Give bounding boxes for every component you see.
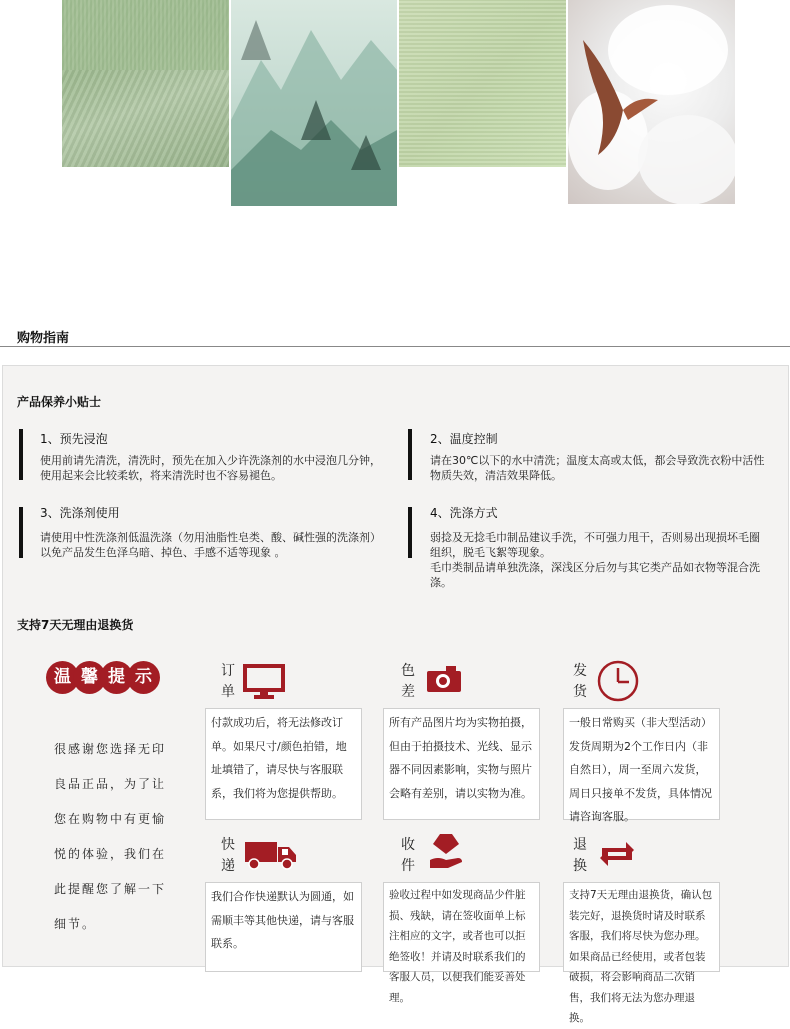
tip-marker xyxy=(19,429,23,480)
tip-body-extra: 毛巾类制品请单独洗涤，深浅区分后勿与其它类产品如衣物等混合洗涤。 xyxy=(430,561,760,589)
intro-line: 此提醒您了解一下 xyxy=(54,882,167,896)
warm-tips-char: 提 xyxy=(100,661,133,694)
intro-line: 细节。 xyxy=(54,917,97,931)
towel-texture-image-lightgreen xyxy=(399,0,566,167)
tip-body: 请在30℃以下的水中清洗；温度太高或太低，都会导致洗衣粉中活性物质失效，清洁效果降低。 xyxy=(430,454,765,482)
clock-icon xyxy=(597,660,639,706)
warm-tips-logo xyxy=(46,661,158,694)
tip-heading: 4、洗涤方式 xyxy=(430,506,498,520)
truck-icon xyxy=(245,840,297,874)
intro-line: 良品正品，为了让 xyxy=(54,777,167,791)
intro-line: 悦的体验，我们在 xyxy=(54,847,167,861)
tip-body: 弱捻及无捻毛巾制品建议手洗，不可强力甩干，否则易出现损坏毛圈组织，脱毛飞絮等现象。 xyxy=(430,531,760,559)
returns-title: 支持7天无理由退换货 xyxy=(17,618,134,632)
tip-heading: 3、洗涤剂使用 xyxy=(40,506,120,520)
shipping-info-box: 一般日常购买（非大型活动）发货周期为2个工作日内（非自然日），周一至周六发货，周日只接单不发货，具体情况请咨询客服。 xyxy=(563,708,720,820)
order-label: 订 单 xyxy=(221,663,235,700)
exchange-label: 退 换 xyxy=(573,837,587,874)
warm-tips-char: 馨 xyxy=(73,661,106,694)
receive-info-box: 验收过程中如发现商品少件脏损、残缺，请在签收面单上标注相应的文字，或者也可以拒绝签收！并请及时联系我们的客服人员，以便我们能妥善处理。 xyxy=(383,882,540,972)
section-title: 购物指南 xyxy=(17,331,70,346)
hand-box-icon xyxy=(428,832,466,876)
camera-icon xyxy=(426,665,462,697)
care-tips-title: 产品保养小贴士 xyxy=(17,395,102,409)
receive-label: 收 件 xyxy=(401,837,415,874)
color-diff-info-box: 所有产品图片均为实物拍摄，但由于拍摄技术、光线、显示器不同因素影响，实物与照片会略有差别，请以实物为准。 xyxy=(383,708,540,820)
shipping-label: 发 货 xyxy=(573,663,587,700)
monitor-icon xyxy=(243,664,285,704)
tip-marker xyxy=(19,507,23,558)
tip-marker xyxy=(408,429,412,480)
intro-text xyxy=(54,732,174,942)
tip-heading: 2、温度控制 xyxy=(430,432,498,446)
cotton-boll-image xyxy=(568,0,735,204)
landscape-painting-image xyxy=(231,0,397,206)
section-divider xyxy=(0,346,790,347)
intro-line: 您在购物中有更愉 xyxy=(54,812,167,826)
tip-body: 使用前请先清洗，清洗时，预先在加入少许洗涤剂的水中浸泡几分钟，使用起来会比较柔软，将来清洗时也不容易褪色。 xyxy=(40,454,381,482)
exchange-info-box: 支持7天无理由退换货，确认包装完好，退换货时请及时联系客服，我们将尽快为您办理。如果商品已经使用，或者包装破损，将会影响商品二次销售，我们将无法为您办理退换。 xyxy=(563,882,720,972)
intro-line: 很感谢您选择无印 xyxy=(54,742,167,756)
express-info-box: 我们合作快递默认为圆通，如需顺丰等其他快递，请与客服联系。 xyxy=(205,882,362,972)
tip-heading: 1、预先浸泡 xyxy=(40,432,108,446)
warm-tips-char: 温 xyxy=(46,661,79,694)
towel-texture-image-green xyxy=(62,0,229,167)
tip-marker xyxy=(408,507,412,558)
color-diff-label: 色 差 xyxy=(401,663,415,700)
order-info-box: 付款成功后，将无法修改订单。如果尺寸/颜色拍错，地址填错了，请尽快与客服联系，我们将为您提供帮助。 xyxy=(205,708,362,820)
tip-body: 请使用中性洗涤剂低温洗涤（勿用油脂性皂类、酸、碱性强的洗涤剂）以免产品发生色泽乌暗、掉色、手感不适等现象 。 xyxy=(40,531,381,559)
exchange-icon xyxy=(598,838,636,874)
express-label: 快 递 xyxy=(221,837,235,874)
warm-tips-char: 示 xyxy=(127,661,160,694)
